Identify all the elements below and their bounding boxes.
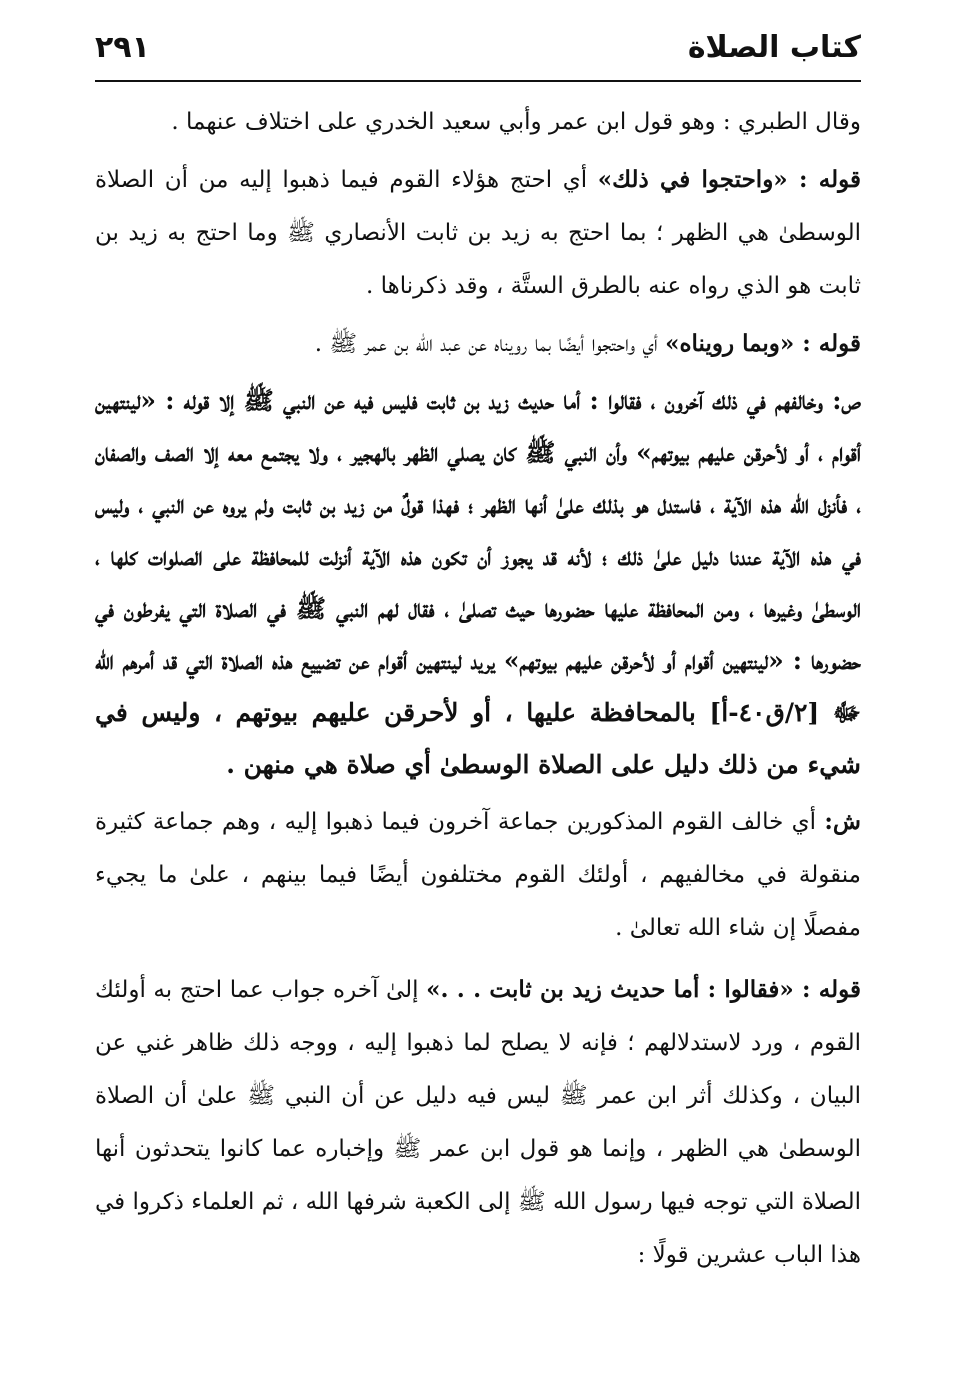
paragraph-text: أي احتج هؤلاء القوم فيما ذهبوا إليه من أن الصلاة الوسطىٰ هي الظهر ؛ بما احتج به زيد بن ثابت الأنصاري ﷺ وما احتج به زيد بن ثابت هو الذي رواه عنه بالطرق الستَّة ، وقد ذكرناها . <box>95 167 861 299</box>
paragraph-text: أي خالف القوم المذكورين جماعة آخرون فيما ذهبوا إليه ، وهم جماعة كثيرة منقولة في مخالفيهم ، أولئك القوم مختلفون أيضًا فيما بينهم ، علىٰ ما يجيء مفصلًا إن شاء الله تعالىٰ . <box>95 809 861 941</box>
paragraph-commentary-ihtajju <box>95 153 861 313</box>
paragraph-text: وخالفهم في ذلك آخرون ، فقالوا : أما حديث زيد بن ثابت فليس فيه عن النبي ﷺ إلا قوله : «لينتهين أقوام ، أو لأحرقن عليهم بيوتهم» وأن النبي ﷺ كان يصلي الظهر بالهجير ، ولا يجتمع معه إلا الصف والصفان ، فأنزل الله هذه الآية ، فاستدل هو بذلك علىٰ أنها الظهر ؛ فهذا قولٌ من زيد بن ثابت ولم يروه عن النبي ، وليس في هذه الآية عندنا دليل علىٰ ذلك ؛ لأنه قد يجوز أن تكون هذه الآية أنزلت للمحافظة على الصلوات كلها ، الوسطىٰ وغيرها ، ومن المحافظة عليها حضورها حيث تصلىٰ ، فقال لهم النبي ﷺ في الصلاة التي يفرطون في حضورها : «لينتهين أقوام أو لأحرقن عليهم بيوتهم» يريد لينتهين أقوام عن تضييع هذه الصلاة التي قد أمرهم الله ﷻ [٢/ق٤٠-أ] بالمحافظة عليها ، أو لأحرقن عليهم بيوتهم ، وليس في شيء من ذلك دليل على الصلاة الوسطىٰ أي صلاة هي منهن . <box>95 386 861 779</box>
quoted-lemma: قوله : «فقالوا : أما حديث زيد بن ثابت . . .» <box>426 976 861 1003</box>
header-divider <box>95 80 861 82</box>
paragraph-tabari-quote <box>95 96 861 149</box>
paragraph-text: أي واحتجوا أيضًا بما رويناه عن عبد الله بن عمر ﷺ . <box>314 331 666 357</box>
page-header <box>95 28 861 78</box>
chapter-title: كتاب الصلاة <box>687 30 861 65</box>
paragraph-text: وقال الطبري : وهو قول ابن عمر وأبي سعيد الخدري على اختلاف عنهما . <box>171 109 861 135</box>
paragraph-matn-text <box>95 375 861 791</box>
quoted-lemma: قوله : «وبما رويناه» <box>665 330 861 357</box>
page-number: ٢٩١ <box>95 30 150 65</box>
sharh-prefix: ش: <box>824 808 861 835</box>
page-body <box>95 96 861 1282</box>
matn-prefix: ص: <box>832 386 861 415</box>
paragraph-commentary-faqalu <box>95 963 861 1282</box>
paragraph-sharh-text <box>95 795 861 955</box>
quoted-lemma: قوله : «واحتجوا في ذلك» <box>597 166 861 193</box>
paragraph-commentary-rawaynahu <box>95 317 861 371</box>
paragraph-text: إلىٰ آخره جواب عما احتج به أولئك القوم ، ورد لاستدلالهم ؛ فإنه لا يصلح لما ذهبوا إليه ، ووجه ذلك ظاهر غني عن البيان ، وكذلك أثر ابن عمر ﷺ ليس فيه دليل عن أن النبي ﷺ علىٰ أن الصلاة الوسطىٰ هي الظهر ، وإنما هو قول ابن عمر ﷺ وإخباره عما كانوا يتحدثون أنها الصلاة التي توجه فيها رسول الله ﷺ إلى الكعبة شرفها الله ، ثم العلماء ذكروا في هذا الباب عشرين قولًا : <box>95 977 861 1268</box>
